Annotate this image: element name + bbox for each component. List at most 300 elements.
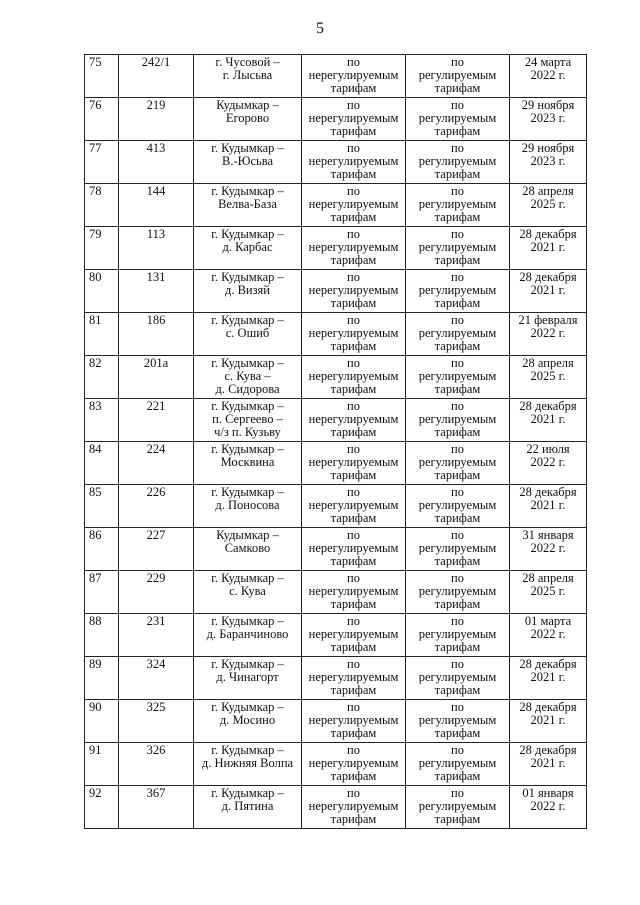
tariff-type-line: тарифам [434, 640, 481, 654]
route-type-line: нерегулируемым [308, 369, 399, 383]
route-name-line: г. Кудымкар – [211, 743, 284, 757]
route-type-line: тарифам [330, 167, 377, 181]
route-name-line: с. Ошиб [225, 326, 270, 340]
tariff-type-cell [406, 528, 510, 571]
start-date-cell [510, 313, 587, 356]
route-type-line: по [347, 356, 360, 370]
tariff-type-line: по [451, 485, 464, 499]
tariff-type-cell [406, 98, 510, 141]
route-name-line: г. Кудымкар – [211, 786, 284, 800]
start-date-line: 2022 г. [530, 326, 566, 340]
start-date-line: 28 декабря [519, 743, 577, 757]
start-date-line: 2022 г. [530, 455, 566, 469]
route-name-line: г. Кудымкар – [211, 485, 284, 499]
routes-table-body [85, 55, 587, 829]
tariff-type-line: регулируемым [418, 627, 497, 641]
row-number-cell: 92 [85, 786, 119, 829]
table-row [85, 571, 587, 614]
route-type-cell [302, 227, 406, 270]
start-date-cell [510, 657, 587, 700]
tariff-type-line: по [451, 356, 464, 370]
route-name-line: д. Нижняя Волпа [201, 756, 294, 770]
route-number-cell: 325 [119, 700, 194, 743]
row-number-cell: 83 [85, 399, 119, 442]
route-type-line: по [347, 227, 360, 241]
tariff-type-line: регулируемым [418, 369, 497, 383]
route-type-line: по [347, 528, 360, 542]
tariff-type-cell [406, 657, 510, 700]
tariff-type-line: регулируемым [418, 756, 497, 770]
route-number-cell: 324 [119, 657, 194, 700]
route-name-line: г. Кудымкар – [211, 141, 284, 155]
route-type-cell [302, 141, 406, 184]
route-name-cell [194, 184, 302, 227]
tariff-type-line: по [451, 786, 464, 800]
route-type-cell [302, 184, 406, 227]
tariff-type-line: регулируемым [418, 799, 497, 813]
tariff-type-cell [406, 743, 510, 786]
route-name-cell [194, 571, 302, 614]
route-number-cell: 367 [119, 786, 194, 829]
tariff-type-line: регулируемым [418, 541, 497, 555]
tariff-type-line: по [451, 227, 464, 241]
tariff-type-cell [406, 485, 510, 528]
route-type-cell [302, 786, 406, 829]
tariff-type-line: регулируемым [418, 111, 497, 125]
row-number-cell: 79 [85, 227, 119, 270]
start-date-cell [510, 270, 587, 313]
route-name-line: г. Кудымкар – [211, 700, 284, 714]
route-type-line: тарифам [330, 339, 377, 353]
start-date-cell [510, 614, 587, 657]
tariff-type-line: регулируемым [418, 240, 497, 254]
start-date-cell [510, 743, 587, 786]
route-type-line: по [347, 614, 360, 628]
start-date-line: 2025 г. [530, 369, 566, 383]
row-number-cell: 78 [85, 184, 119, 227]
tariff-type-line: тарифам [434, 167, 481, 181]
route-type-line: тарифам [330, 468, 377, 482]
route-type-cell [302, 313, 406, 356]
table-row [85, 98, 587, 141]
table-row [85, 55, 587, 98]
route-name-line: Самково [224, 541, 271, 555]
route-type-cell [302, 270, 406, 313]
row-number-cell: 89 [85, 657, 119, 700]
start-date-line: 2025 г. [530, 197, 566, 211]
start-date-cell [510, 442, 587, 485]
table-row [85, 614, 587, 657]
start-date-cell [510, 227, 587, 270]
tariff-type-line: тарифам [434, 210, 481, 224]
tariff-type-line: регулируемым [418, 584, 497, 598]
route-name-line: д. Пятина [221, 799, 274, 813]
route-name-line: г. Кудымкар – [211, 270, 284, 284]
tariff-type-cell [406, 700, 510, 743]
route-type-line: тарифам [330, 81, 377, 95]
table-row [85, 442, 587, 485]
route-type-line: нерегулируемым [308, 455, 399, 469]
row-number-cell: 82 [85, 356, 119, 399]
start-date-line: 28 апреля [522, 571, 574, 585]
tariff-type-cell [406, 614, 510, 657]
table-row [85, 485, 587, 528]
tariff-type-line: тарифам [434, 511, 481, 525]
route-number-cell: 131 [119, 270, 194, 313]
start-date-line: 2023 г. [530, 111, 566, 125]
route-name-cell [194, 227, 302, 270]
tariff-type-line: тарифам [434, 124, 481, 138]
route-name-line: г. Чусовой – [215, 55, 280, 69]
route-type-line: нерегулируемым [308, 412, 399, 426]
route-number-cell: 186 [119, 313, 194, 356]
start-date-line: 28 декабря [519, 227, 577, 241]
start-date-line: 29 ноября [521, 98, 575, 112]
start-date-line: 28 апреля [522, 356, 574, 370]
route-number-cell: 242/1 [119, 55, 194, 98]
route-type-line: по [347, 657, 360, 671]
route-type-line: тарифам [330, 124, 377, 138]
start-date-line: 21 февраля [518, 313, 578, 327]
start-date-line: 28 декабря [519, 485, 577, 499]
routes-table [84, 54, 587, 829]
route-name-line: с. Кува [229, 584, 266, 598]
tariff-type-line: регулируемым [418, 713, 497, 727]
route-type-cell [302, 614, 406, 657]
route-name-line: с. Кува – [224, 369, 271, 383]
tariff-type-line: по [451, 700, 464, 714]
tariff-type-cell [406, 270, 510, 313]
route-type-line: нерегулируемым [308, 584, 399, 598]
start-date-line: 28 декабря [519, 270, 577, 284]
route-type-line: по [347, 786, 360, 800]
tariff-type-cell [406, 141, 510, 184]
row-number-cell: 87 [85, 571, 119, 614]
tariff-type-line: по [451, 313, 464, 327]
tariff-type-line: тарифам [434, 597, 481, 611]
tariff-type-cell [406, 786, 510, 829]
start-date-cell [510, 786, 587, 829]
tariff-type-line: по [451, 399, 464, 413]
route-type-line: по [347, 55, 360, 69]
route-name-line: ч/з п. Кузьву [214, 425, 281, 439]
tariff-type-line: тарифам [434, 468, 481, 482]
table-row [85, 227, 587, 270]
tariff-type-line: тарифам [434, 81, 481, 95]
row-number-cell: 91 [85, 743, 119, 786]
route-type-line: нерегулируемым [308, 240, 399, 254]
row-number-cell: 75 [85, 55, 119, 98]
tariff-type-cell [406, 227, 510, 270]
tariff-type-cell [406, 571, 510, 614]
route-type-line: по [347, 442, 360, 456]
tariff-type-cell [406, 356, 510, 399]
table-row [85, 743, 587, 786]
start-date-line: 2023 г. [530, 154, 566, 168]
route-name-line: д. Чинагорт [216, 670, 279, 684]
route-name-line: д. Поносова [215, 498, 280, 512]
tariff-type-cell [406, 55, 510, 98]
route-name-line: Егорово [225, 111, 270, 125]
route-type-line: нерегулируемым [308, 541, 399, 555]
route-type-line: нерегулируемым [308, 799, 399, 813]
route-name-line: Кудымкар – [216, 528, 279, 542]
start-date-cell [510, 184, 587, 227]
tariff-type-line: регулируемым [418, 68, 497, 82]
tariff-type-line: по [451, 55, 464, 69]
table-row [85, 313, 587, 356]
row-number-cell: 81 [85, 313, 119, 356]
tariff-type-line: регулируемым [418, 670, 497, 684]
tariff-type-line: по [451, 571, 464, 585]
route-type-cell [302, 98, 406, 141]
route-name-cell [194, 356, 302, 399]
route-type-line: нерегулируемым [308, 756, 399, 770]
page-number: 5 [316, 20, 324, 37]
start-date-line: 28 декабря [519, 700, 577, 714]
route-type-line: тарифам [330, 253, 377, 267]
tariff-type-line: регулируемым [418, 197, 497, 211]
route-type-line: тарифам [330, 554, 377, 568]
route-type-line: тарифам [330, 812, 377, 826]
route-type-line: по [347, 184, 360, 198]
route-type-cell [302, 700, 406, 743]
route-name-line: д. Карбас [222, 240, 273, 254]
tariff-type-cell [406, 399, 510, 442]
start-date-line: 28 декабря [519, 657, 577, 671]
route-name-cell [194, 485, 302, 528]
tariff-type-line: по [451, 270, 464, 284]
route-type-line: нерегулируемым [308, 68, 399, 82]
tariff-type-line: по [451, 184, 464, 198]
route-type-line: тарифам [330, 726, 377, 740]
route-type-cell [302, 399, 406, 442]
row-number-cell: 84 [85, 442, 119, 485]
route-name-cell [194, 141, 302, 184]
route-type-line: по [347, 700, 360, 714]
table-row [85, 270, 587, 313]
start-date-line: 2021 г. [530, 713, 566, 727]
start-date-cell [510, 571, 587, 614]
route-number-cell: 201а [119, 356, 194, 399]
row-number-cell: 77 [85, 141, 119, 184]
tariff-type-cell [406, 184, 510, 227]
route-type-line: тарифам [330, 597, 377, 611]
tariff-type-line: тарифам [434, 382, 481, 396]
route-type-line: по [347, 270, 360, 284]
table-row [85, 356, 587, 399]
tariff-type-line: тарифам [434, 554, 481, 568]
route-name-line: г. Кудымкар – [211, 571, 284, 585]
route-name-cell [194, 399, 302, 442]
route-type-line: тарифам [330, 425, 377, 439]
start-date-line: 2025 г. [530, 584, 566, 598]
row-number-cell: 76 [85, 98, 119, 141]
table-row [85, 700, 587, 743]
start-date-line: 31 января [522, 528, 574, 542]
row-number-cell: 88 [85, 614, 119, 657]
tariff-type-line: по [451, 98, 464, 112]
route-type-line: по [347, 313, 360, 327]
route-number-cell: 144 [119, 184, 194, 227]
table-row [85, 786, 587, 829]
start-date-line: 2021 г. [530, 283, 566, 297]
route-type-cell [302, 485, 406, 528]
route-name-line: г. Кудымкар – [211, 614, 284, 628]
table-row [85, 141, 587, 184]
route-type-line: тарифам [330, 769, 377, 783]
start-date-line: 2022 г. [530, 627, 566, 641]
tariff-type-line: регулируемым [418, 154, 497, 168]
start-date-cell [510, 399, 587, 442]
route-type-line: по [347, 485, 360, 499]
route-name-line: д. Баранчиново [206, 627, 289, 641]
tariff-type-line: по [451, 442, 464, 456]
start-date-line: 2021 г. [530, 498, 566, 512]
route-name-line: г. Кудымкар – [211, 356, 284, 370]
route-name-line: Москвина [220, 455, 275, 469]
route-type-cell [302, 657, 406, 700]
route-type-line: нерегулируемым [308, 197, 399, 211]
route-name-line: г. Кудымкар – [211, 227, 284, 241]
route-name-cell [194, 98, 302, 141]
route-name-line: п. Сергеево – [212, 412, 283, 426]
route-name-line: г. Кудымкар – [211, 313, 284, 327]
route-type-cell [302, 571, 406, 614]
route-name-cell [194, 614, 302, 657]
route-type-cell [302, 743, 406, 786]
route-type-cell [302, 356, 406, 399]
route-name-cell [194, 700, 302, 743]
start-date-line: 28 апреля [522, 184, 574, 198]
tariff-type-line: регулируемым [418, 498, 497, 512]
start-date-cell [510, 98, 587, 141]
tariff-type-line: тарифам [434, 726, 481, 740]
start-date-line: 28 декабря [519, 399, 577, 413]
tariff-type-line: тарифам [434, 812, 481, 826]
tariff-type-line: по [451, 743, 464, 757]
start-date-cell [510, 485, 587, 528]
route-name-line: В.-Юсьва [221, 154, 273, 168]
start-date-line: 24 марта [524, 55, 572, 69]
tariff-type-line: тарифам [434, 253, 481, 267]
start-date-line: 2022 г. [530, 541, 566, 555]
row-number-cell: 86 [85, 528, 119, 571]
route-type-line: тарифам [330, 640, 377, 654]
row-number-cell: 80 [85, 270, 119, 313]
route-type-line: тарифам [330, 382, 377, 396]
start-date-line: 2021 г. [530, 670, 566, 684]
start-date-cell [510, 700, 587, 743]
route-type-line: нерегулируемым [308, 670, 399, 684]
start-date-cell [510, 141, 587, 184]
route-name-cell [194, 270, 302, 313]
start-date-cell [510, 55, 587, 98]
table-row [85, 399, 587, 442]
table-row [85, 184, 587, 227]
route-name-line: г. Кудымкар – [211, 184, 284, 198]
row-number-cell: 90 [85, 700, 119, 743]
route-type-cell [302, 442, 406, 485]
start-date-cell [510, 356, 587, 399]
route-number-cell: 227 [119, 528, 194, 571]
route-name-line: г. Лысьва [222, 68, 273, 82]
tariff-type-line: тарифам [434, 296, 481, 310]
start-date-line: 2022 г. [530, 68, 566, 82]
route-type-line: по [347, 743, 360, 757]
table-row [85, 657, 587, 700]
route-number-cell: 224 [119, 442, 194, 485]
route-name-line: г. Кудымкар – [211, 399, 284, 413]
tariff-type-line: по [451, 657, 464, 671]
route-type-line: по [347, 98, 360, 112]
route-name-cell [194, 55, 302, 98]
route-name-line: Велва-База [218, 197, 277, 211]
route-number-cell: 326 [119, 743, 194, 786]
route-number-cell: 413 [119, 141, 194, 184]
tariff-type-line: тарифам [434, 339, 481, 353]
route-type-line: нерегулируемым [308, 326, 399, 340]
route-type-line: тарифам [330, 296, 377, 310]
tariff-type-line: регулируемым [418, 455, 497, 469]
tariff-type-cell [406, 313, 510, 356]
route-type-line: нерегулируемым [308, 154, 399, 168]
route-name-cell [194, 786, 302, 829]
route-type-cell [302, 528, 406, 571]
route-type-line: тарифам [330, 210, 377, 224]
tariff-type-line: регулируемым [418, 326, 497, 340]
route-type-line: нерегулируемым [308, 283, 399, 297]
tariff-type-cell [406, 442, 510, 485]
route-number-cell: 229 [119, 571, 194, 614]
route-name-cell [194, 657, 302, 700]
route-type-cell [302, 55, 406, 98]
route-type-line: по [347, 399, 360, 413]
tariff-type-line: тарифам [434, 425, 481, 439]
route-name-line: г. Кудымкар – [211, 442, 284, 456]
route-type-line: тарифам [330, 511, 377, 525]
route-name-cell [194, 743, 302, 786]
route-name-cell [194, 442, 302, 485]
route-type-line: тарифам [330, 683, 377, 697]
route-name-cell [194, 528, 302, 571]
tariff-type-line: регулируемым [418, 283, 497, 297]
route-name-cell [194, 313, 302, 356]
table-row [85, 528, 587, 571]
route-name-line: д. Мосино [219, 713, 276, 727]
tariff-type-line: регулируемым [418, 412, 497, 426]
route-number-cell: 231 [119, 614, 194, 657]
tariff-type-line: по [451, 528, 464, 542]
route-type-line: нерегулируемым [308, 627, 399, 641]
start-date-line: 2021 г. [530, 240, 566, 254]
route-number-cell: 221 [119, 399, 194, 442]
route-number-cell: 219 [119, 98, 194, 141]
tariff-type-line: тарифам [434, 683, 481, 697]
start-date-line: 22 июля [526, 442, 570, 456]
route-number-cell: 226 [119, 485, 194, 528]
route-type-line: нерегулируемым [308, 498, 399, 512]
start-date-line: 2022 г. [530, 799, 566, 813]
row-number-cell: 85 [85, 485, 119, 528]
start-date-cell [510, 528, 587, 571]
route-type-line: по [347, 141, 360, 155]
start-date-line: 01 марта [524, 614, 572, 628]
start-date-line: 2021 г. [530, 412, 566, 426]
route-type-line: нерегулируемым [308, 111, 399, 125]
route-name-line: д. Сидорова [215, 382, 280, 396]
route-type-line: нерегулируемым [308, 713, 399, 727]
